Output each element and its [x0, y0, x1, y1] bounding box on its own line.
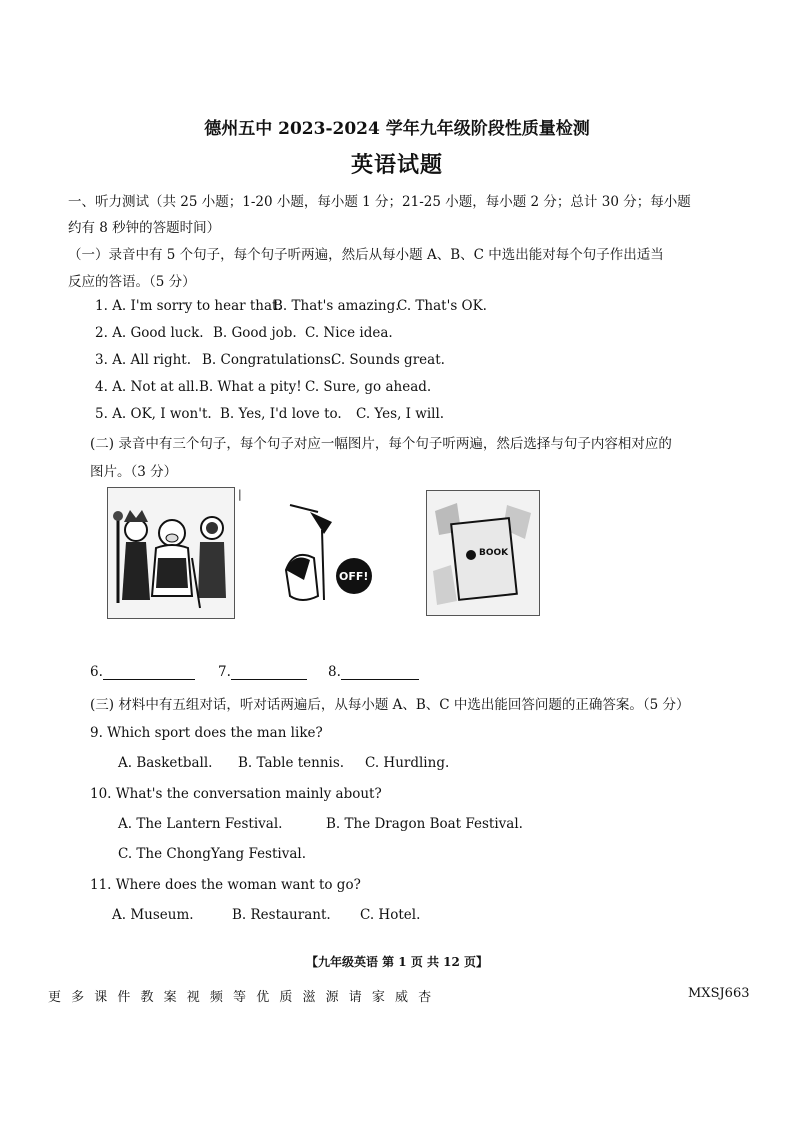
question-number: 2.	[95, 325, 108, 341]
option-b: B. Yes, I'd love to.	[220, 406, 342, 422]
section1-instructions-2: 约有 8 秒钟的答题时间）	[68, 220, 221, 236]
question-number: 3.	[95, 352, 108, 368]
option-a: A. The Lantern Festival.	[118, 816, 283, 832]
question-3	[95, 352, 191, 368]
blank-line	[341, 665, 419, 680]
part1-instructions-2: 反应的答语。（5 分）	[68, 274, 196, 290]
blank-line	[103, 665, 195, 680]
question-number: 5.	[95, 406, 108, 422]
blank-number: 8.	[328, 664, 341, 680]
part2-instructions-2: 图片。（3 分）	[90, 464, 178, 480]
question-11: 11. Where does the woman want to go?	[90, 877, 361, 893]
option-b: B. Congratulations.	[202, 352, 336, 368]
option-c: C. Yes, I will.	[356, 406, 445, 422]
question-1	[95, 298, 282, 314]
option-a: A. OK, I won't.	[112, 406, 212, 422]
question-2	[95, 325, 204, 341]
part2-instructions-1: (二) 录音中有三个句子，每个句子对应一幅图片，每个句子听两遍，然后选择与句子内容相对应的	[90, 436, 672, 452]
question-number: 4.	[95, 379, 108, 395]
option-a: A. All right.	[112, 352, 192, 368]
question-9: 9. Which sport does the man like?	[90, 725, 323, 741]
option-b: B. What a pity!	[199, 379, 302, 395]
option-c: C. Sounds great.	[331, 352, 445, 368]
blank-number: 6.	[90, 664, 103, 680]
option-a: A. Basketball.	[118, 755, 213, 771]
option-c: C. That's OK.	[397, 298, 487, 314]
option-a: A. Good luck.	[112, 325, 204, 341]
option-c: C. Nice idea.	[305, 325, 393, 341]
exam-subtitle: 英语试题	[350, 152, 443, 178]
option-c: C. The ChongYang Festival.	[118, 846, 307, 862]
option-a: A. I'm sorry to hear that.	[112, 298, 282, 314]
answer-blank-6[interactable]	[90, 664, 195, 680]
book-label: BOOK	[479, 548, 509, 558]
blank-line	[231, 665, 307, 680]
question-5	[95, 406, 212, 422]
option-c: C. Hotel.	[360, 907, 421, 923]
option-b: B. The Dragon Boat Festival.	[326, 816, 523, 832]
blank-number: 7.	[218, 664, 231, 680]
picture-edge-mark: |	[238, 488, 242, 501]
off-label: OFF!	[339, 570, 369, 583]
picture-book	[426, 490, 540, 616]
option-b: B. Restaurant.	[232, 907, 331, 923]
option-a: A. Not at all.	[112, 379, 199, 395]
section1-instructions-1: 一、听力测试（共 25 小题；1-20 小题，每小题 1 分；21-25 小题，每小题 2 分；总计 30 分；每小题	[68, 194, 691, 210]
picture-turn-off-light	[280, 500, 380, 610]
option-b: B. Table tennis.	[238, 755, 345, 771]
picture-cartoon-characters	[107, 487, 235, 619]
part3-instructions: (三) 材料中有五组对话，听对话两遍后，从每小题 A、B、C 中选出能回答问题的正确答案。（5 分）	[90, 697, 690, 713]
option-c: C. Hurdling.	[365, 755, 450, 771]
question-10: 10. What's the conversation mainly about?	[90, 786, 382, 802]
promo-text: 更 多 课 件 教 案 视 频 等 优 质 滋 源 请 家 威 杏	[48, 990, 435, 1005]
option-c: C. Sure, go ahead.	[305, 379, 432, 395]
exam-title: 德州五中 2023-2024 学年九年级阶段性质量检测	[204, 119, 590, 139]
answer-blank-8[interactable]	[328, 664, 419, 680]
question-number: 1.	[95, 298, 108, 314]
question-4	[95, 379, 199, 395]
option-b: B. Good job.	[213, 325, 297, 341]
answer-blank-7[interactable]	[218, 664, 307, 680]
option-b: B. That's amazing.	[273, 298, 400, 314]
option-a: A. Museum.	[112, 907, 194, 923]
part1-instructions-1: （一）录音中有 5 个句子，每个句子听两遍，然后从每小题 A、B、C 中选出能对每个句子作出适当	[68, 247, 664, 263]
page-footer: 【九年级英语 第 1 页 共 12 页】	[305, 955, 489, 969]
promo-code: MXSJ663	[688, 986, 750, 1001]
